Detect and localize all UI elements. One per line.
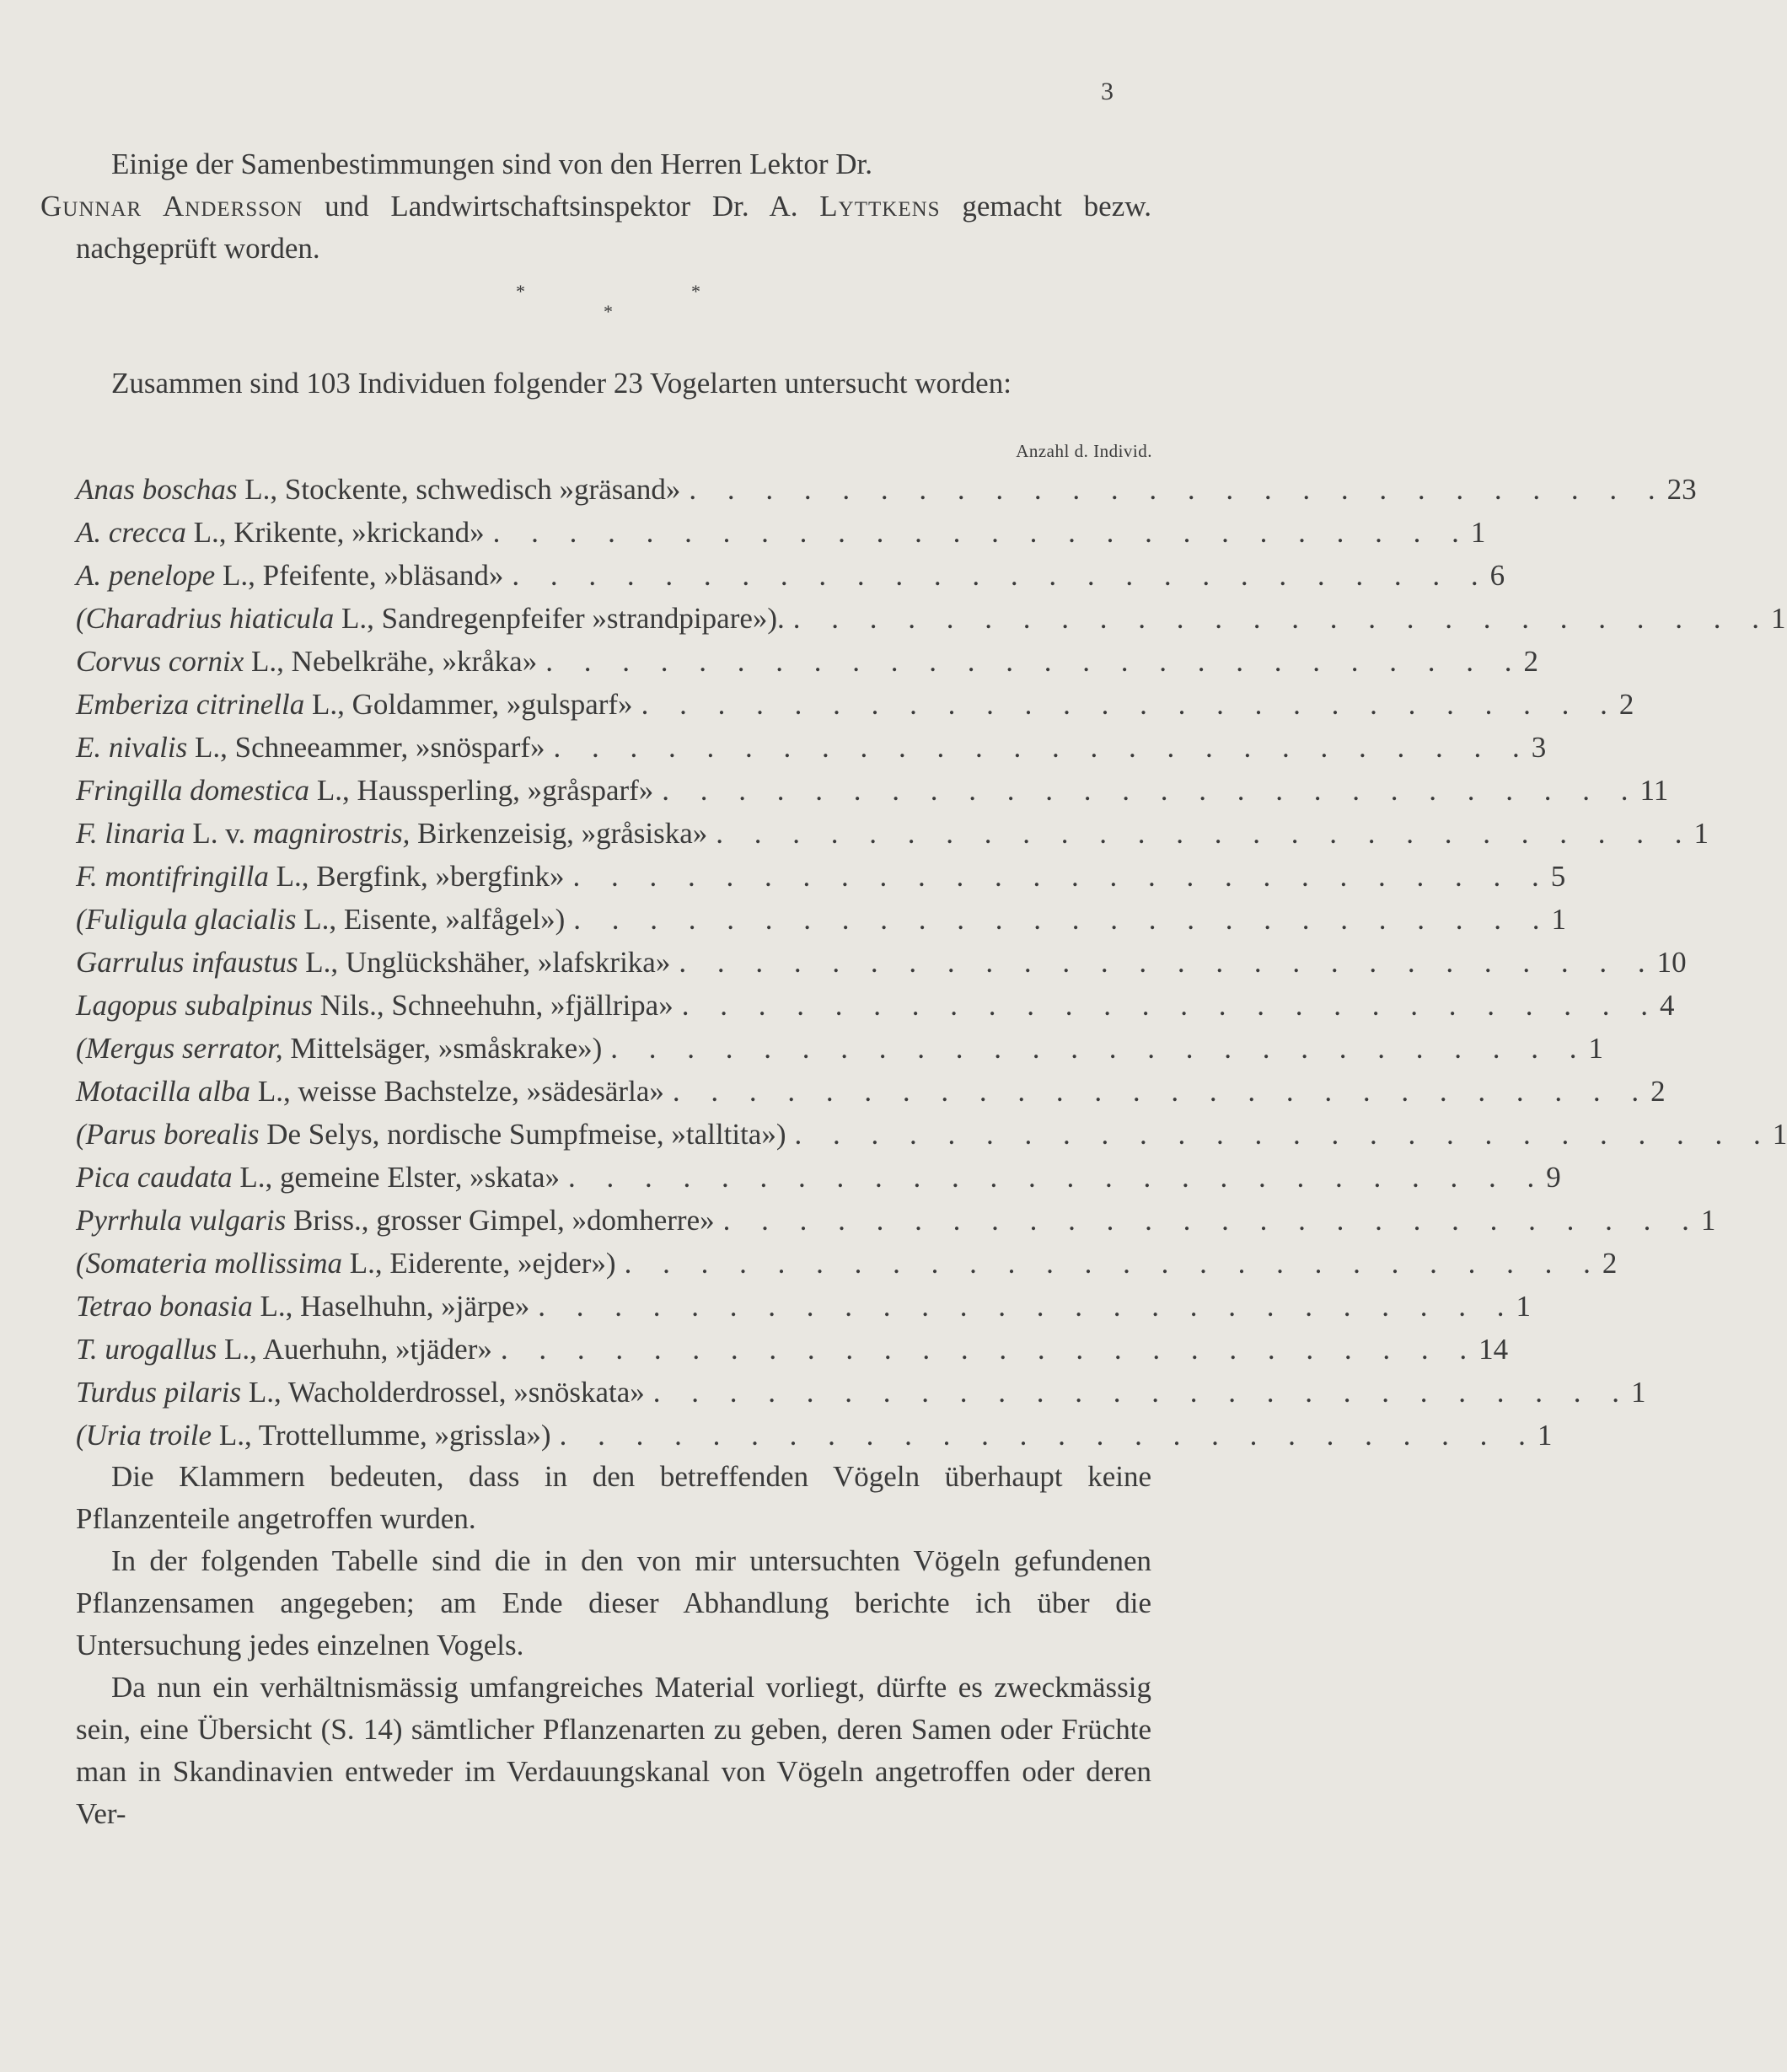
species-name [76,1414,551,1457]
individual-count: 1 [1537,1419,1553,1452]
individual-count: 1 [1771,602,1786,635]
species-row [76,1156,1561,1199]
species-name [76,554,503,597]
column-header: Anzahl d. Individ. [1016,441,1152,461]
dot-leader: . . . . . . . . . . . . . . . . . . . . . . . . . . [672,1075,1651,1108]
species-name [76,941,670,984]
species-row [76,1199,1716,1242]
species-name [76,812,707,855]
common-name: L., gemeine Elster, »skata» [232,1161,560,1194]
species-name [76,855,564,898]
common-name: L., Eiderente, »ejder») [341,1247,616,1280]
individual-count: 9 [1546,1161,1561,1194]
species-name [76,468,680,511]
species-row [76,1328,1509,1371]
species-row [76,898,1567,941]
dot-leader: . . . . . . . . . . . . . . . . . . . . . . . . . . [553,731,1532,764]
species-name [76,1285,529,1328]
dot-leader: . . . . . . . . . . . . . . . . . . . . . . . . . . [568,1161,1547,1194]
species-row [76,855,1566,898]
dot-leader: . . . . . . . . . . . . . . . . . . . . . . . . . . [689,473,1667,506]
species-row [76,1242,1618,1285]
common-name: L., Schneeammer, »snösparf» [187,731,545,764]
scientific-name: (Mergus serrator, [76,1032,283,1065]
dot-leader: . . . . . . . . . . . . . . . . . . . . . . . . . . [492,516,1471,549]
common-name-continued: Birkenzeisig, »gråsiska» [410,817,708,850]
species-name [76,597,785,640]
dot-leader: . . . . . . . . . . . . . . . . . . . . . . . . . . [792,602,1772,635]
individual-count: 1 [1693,817,1709,850]
species-row [76,984,1675,1027]
intro-text-end: gemacht bezw. nachgeprüft worden. [76,190,1152,265]
individual-count: 10 [1656,946,1687,979]
common-name: L., Krikente, »krickand» [185,516,485,549]
scientific-name: Tetrao bonasia [76,1290,253,1323]
individual-count: 5 [1550,860,1566,893]
scientific-name: A. penelope [76,559,216,592]
common-name: Nils., Schneehuhn, »fjällripa» [313,989,673,1022]
dot-leader: . . . . . . . . . . . . . . . . . . . . . . . . . . [610,1032,1589,1065]
scientific-name: (Somateria mollissima [76,1247,342,1280]
species-list [76,468,1787,1457]
intro-text-start: Einige der Samenbestimmungen sind von den Herren Lektor Dr. [111,148,872,180]
intro-paragraph [40,143,1152,270]
scientific-name: T. urogallus [76,1333,217,1366]
paragraph-overview: Da nun ein verhältnismässig umfangreiches Material vorliegt, dürfte es zweckmässig sein, eine Übersicht (S. 14) sämtlicher Pflanzenarten zu geben, deren Samen oder Früchte man in Skandinavien entweder im Verdauungskanal von Vögeln angetroffen oder deren Ver- [76,1671,1151,1830]
common-name: L., Trottellumme, »grissla») [212,1419,551,1452]
page-number: 3 [1101,78,1114,105]
dot-leader: . . . . . . . . . . . . . . . . . . . . . . . . . . [545,645,1524,678]
author-name-andersson: Gunnar Andersson [40,190,303,223]
species-row [76,941,1687,984]
species-row [76,1113,1787,1156]
dot-leader: . . . . . . . . . . . . . . . . . . . . . . . . . . [716,817,1694,850]
scientific-name: Garrulus infaustus [76,946,298,979]
scientific-name: Pyrrhula vulgaris [76,1204,287,1237]
dot-leader: . . . . . . . . . . . . . . . . . . . . . . . . . . [794,1118,1773,1151]
species-row [76,468,1697,511]
dot-leader: . . . . . . . . . . . . . . . . . . . . . . . . . . [681,989,1660,1022]
common-name: L., Goldammer, »gulsparf» [304,688,633,721]
common-name: Mittelsäger, »småskrake») [282,1032,603,1065]
intro-text-middle: und Landwirtschaftsinspektor Dr. A. [303,190,820,223]
dot-leader: . . . . . . . . . . . . . . . . . . . . . . . . . . [662,774,1640,807]
species-name [76,1070,664,1113]
closing-paragraphs [76,1456,1151,1835]
species-row [76,597,1786,640]
dot-leader: . . . . . . . . . . . . . . . . . . . . . . . . . . [722,1204,1701,1237]
dot-leader: . . . . . . . . . . . . . . . . . . . . . . . . . . [512,559,1490,592]
dot-leader: . . . . . . . . . . . . . . . . . . . . . . . . . . [500,1333,1479,1366]
common-name: L., Unglückshäher, »lafskrika» [298,946,671,979]
scientific-name: Corvus cornix [76,645,244,678]
scientific-name: (Fuligula glacialis [76,903,297,936]
common-name: L., Wacholderdrossel, »snöskata» [241,1376,645,1409]
scientific-name: F. montifringilla [76,860,269,893]
individual-count: 1 [1772,1118,1787,1151]
individual-count: 2 [1650,1075,1666,1108]
individual-count: 2 [1618,688,1634,721]
section-separator [0,274,1255,325]
individual-count: 23 [1666,473,1697,506]
species-row [76,683,1634,726]
species-row [76,554,1505,597]
separator-star: * [516,281,525,302]
species-row [76,1371,1646,1414]
common-name: L., weisse Bachstelze, »sädesärla» [250,1075,664,1108]
species-row [76,769,1669,812]
common-name: L., Stockente, schwedisch »gräsand» [237,473,681,506]
summary-text: Zusammen sind 103 Individuen folgender 23 Vogelarten untersucht worden: [111,367,1012,400]
scientific-name: Anas boschas [76,473,238,506]
common-name: L., Sandregenpfeifer »strandpipare»). [334,602,785,635]
scientific-name: (Parus borealis [76,1118,260,1151]
individual-count: 1 [1588,1032,1604,1065]
scientific-name: Turdus pilaris [76,1376,242,1409]
common-name: L., Nebelkrähe, »kråka» [244,645,538,678]
common-name: L. v. [185,817,254,850]
variety-name: magnirostris, [253,817,411,850]
scientific-name: (Uria troile [76,1419,212,1452]
dot-leader: . . . . . . . . . . . . . . . . . . . . . . . . . . [559,1419,1537,1452]
species-row [76,812,1709,855]
species-name [76,1371,645,1414]
species-name [76,683,633,726]
individual-count: 1 [1700,1204,1716,1237]
individual-count: 6 [1489,559,1505,592]
individual-count: 1 [1551,903,1567,936]
dot-leader: . . . . . . . . . . . . . . . . . . . . . . . . . . [624,1247,1602,1280]
individual-count: 1 [1631,1376,1646,1409]
individual-count: 4 [1659,989,1675,1022]
scientific-name: F. linaria [76,817,185,850]
dot-leader: . . . . . . . . . . . . . . . . . . . . . . . . . . [652,1376,1632,1409]
scientific-name: A. crecca [76,516,186,549]
species-name [76,984,673,1027]
separator-star: * [604,301,613,322]
author-name-lyttkens: Lyttkens [819,190,941,223]
dot-leader: . . . . . . . . . . . . . . . . . . . . . . . . . . [573,903,1552,936]
dot-leader: . . . . . . . . . . . . . . . . . . . . . . . . . . [538,1290,1516,1323]
common-name: L., Haussperling, »gråsparf» [309,774,654,807]
species-name [76,1199,715,1242]
species-name [76,1156,560,1199]
scientific-name: Pica caudata [76,1161,233,1194]
individual-count: 1 [1516,1290,1532,1323]
common-name: De Selys, nordische Sumpfmeise, »talltita») [259,1118,786,1151]
species-row [76,640,1538,683]
individual-count: 14 [1478,1333,1509,1366]
paragraph-brackets: Die Klammern bedeuten, dass in den betreffenden Vögeln überhaupt keine Pflanzenteile angetroffen wurden. [76,1460,1151,1535]
species-row [76,726,1547,769]
species-name [76,898,565,941]
species-name [76,1027,602,1070]
species-name [76,1113,786,1156]
species-name [76,769,653,812]
common-name: L., Eisente, »alfågel») [296,903,566,936]
species-name [76,1328,492,1371]
individual-count: 1 [1470,516,1486,549]
common-name: L., Auerhuhn, »tjäder» [217,1333,492,1366]
species-row [76,1027,1604,1070]
dot-leader: . . . . . . . . . . . . . . . . . . . . . . . . . . [679,946,1657,979]
common-name: L., Haselhuhn, »järpe» [252,1290,530,1323]
summary-paragraph [76,362,1151,405]
scientific-name: Fringilla domestica [76,774,310,807]
species-name [76,726,545,769]
species-name [76,511,485,554]
species-name [76,640,537,683]
scientific-name: E. nivalis [76,731,188,764]
common-name: L., Bergfink, »bergfink» [268,860,565,893]
scientific-name: Motacilla alba [76,1075,251,1108]
individual-count: 2 [1523,645,1538,678]
individual-count: 11 [1639,774,1669,807]
separator-star: * [691,281,700,302]
individual-count: 2 [1602,1247,1618,1280]
individual-count: 3 [1531,731,1547,764]
common-name: L., Pfeifente, »bläsand» [215,559,504,592]
paragraph-table-intro: In der folgenden Tabelle sind die in den von mir untersuchten Vögeln gefundenen Pflanzensamen angegeben; am Ende dieser Abhandlung berichte ich über die Untersuchung jedes einzelnen Vogels. [76,1544,1151,1661]
species-row [76,1285,1532,1328]
scientific-name: Emberiza citrinella [76,688,305,721]
scientific-name: (Charadrius hiaticula [76,602,335,635]
species-row [76,1414,1553,1457]
species-row [76,1070,1666,1113]
species-name [76,1242,616,1285]
common-name: Briss., grosser Gimpel, »domherre» [286,1204,715,1237]
species-row [76,511,1486,554]
dot-leader: . . . . . . . . . . . . . . . . . . . . . . . . . . [572,860,1551,893]
scientific-name: Lagopus subalpinus [76,989,314,1022]
dot-leader: . . . . . . . . . . . . . . . . . . . . . . . . . . [641,688,1619,721]
